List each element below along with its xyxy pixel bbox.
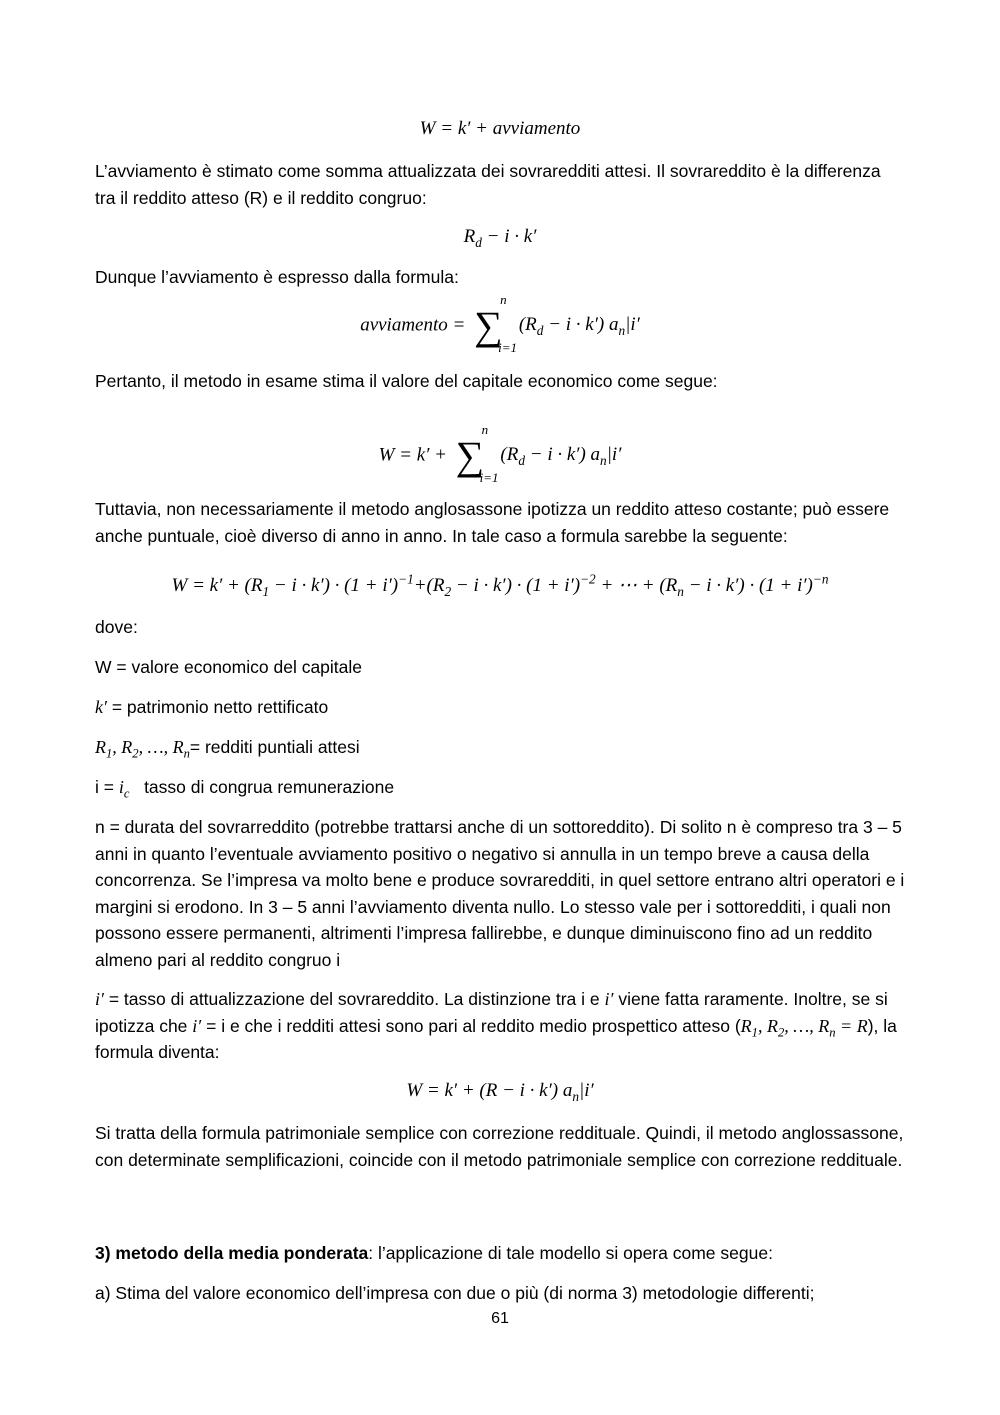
- paragraph-stima: a) Stima del valore economico dell’impresa con due o più (di norma 3) metodologie differenti;: [95, 1283, 815, 1303]
- definition-r: $R_1$, $R_2$, …, $R_n=$ redditi puntiali attesi: [95, 737, 360, 761]
- equation-text: W = k′ + avviamento: [419, 118, 581, 139]
- label-dove: dove:: [95, 617, 138, 637]
- equation-w-discounted: $W = k' + (R_1 - i \cdot k') \cdot (1 + i')^{-1}+(R_2 - i \cdot k') \cdot (1 + i')^{-2}$ + ⋯ + $(R_n - i \cdot k') \cdot (1 + i')^{-n}$: [171, 571, 829, 599]
- paragraph-durata: n = durata del sovrarreddito (potrebbe trattarsi anche di un sottoreddito). Di solito n è compreso tra 3 – 5 anni in quanto l’eventuale avviamento positivo o negativo si annulla in un tempo breve a causa della concorrenza. Se l’impresa va molto bene e produce sovraredditi, in quel settore entrano altri operatori e i margini si erodono. In 3 – 5 anni l’avviamento diventa nullo. Lo stesso vale per i sottoredditi, i quali non possono essere permanenti, altrimenti l’impresa fallirebbe, e dunque diminuiscono fino ad un reddito almeno pari al reddito congruo i: [95, 817, 905, 970]
- summation-symbol: ∑ n i=1: [455, 422, 499, 485]
- definition-k: k′ = patrimonio netto rettificato: [95, 697, 329, 717]
- equation-sovrareddito: $R_d - i \cdot k'$: [463, 226, 537, 250]
- paragraph-media-ponderata: 3) metodo della media ponderata: l’applicazione di tale modello si opera come segue:: [95, 1243, 773, 1263]
- paragraph-avviamento-definition: L’avviamento è stimato come somma attualizzata dei sovraredditi attesi. Il sovrareddito è la differenza tra il reddito atteso (R) e il reddito congruo:: [95, 161, 881, 208]
- equation-w-sum: W = k′ + ∑ n i=1 $(R_d - i \cdot k')$ $a_n|i'$: [378, 422, 622, 485]
- definition-i: $i = i_c$ tasso di congrua remunerazione: [95, 777, 395, 801]
- page-number: 61: [491, 1310, 509, 1327]
- paragraph-tuttavia: Tuttavia, non necessariamente il metodo anglosassone ipotizza un reddito atteso costante; può essere anche puntuale, cioè diverso di anno in anno. In tale caso a formula sarebbe la seguente:: [95, 499, 890, 546]
- summation-symbol: ∑ n i=1: [474, 292, 517, 355]
- equation-w-simplified: W = k′ + (R − i · k′) $a_n|i'$: [406, 1080, 594, 1104]
- definition-w: W = valore economico del capitale: [95, 657, 363, 677]
- equation-avviamento-sum: avviamento = ∑ n i=1 $(R_d - i \cdot k')$ $a_n|i'$: [360, 292, 640, 355]
- paragraph-formula-intro: Dunque l’avviamento è espresso dalla formula:: [95, 267, 459, 287]
- paragraph-pertanto: Pertanto, il metodo in esame stima il valore del capitale economico come segue:: [95, 371, 718, 391]
- section-heading: 3) metodo della media ponderata: [95, 1243, 369, 1263]
- paragraph-si-tratta: Si tratta della formula patrimoniale semplice con correzione reddituale. Quindi, il metodo anglossassone, con determinate semplificazioni, coincide con il metodo patrimoniale semplice con correzione reddituale.: [95, 1123, 904, 1170]
- equation-w-avviamento: [0, 118, 1000, 140]
- paragraph-tasso-attualizzazione: i′ = tasso di attualizzazione del sovrareddito. La distinzione tra i e i′ viene fatta raramente. Inoltre, se si ipotizza che i′ = i e che i redditi attesi sono pari al reddito medio prospettico atteso ($R_1$, $R_2$, …, $R_n = R$), la formula diventa:: [95, 989, 897, 1062]
